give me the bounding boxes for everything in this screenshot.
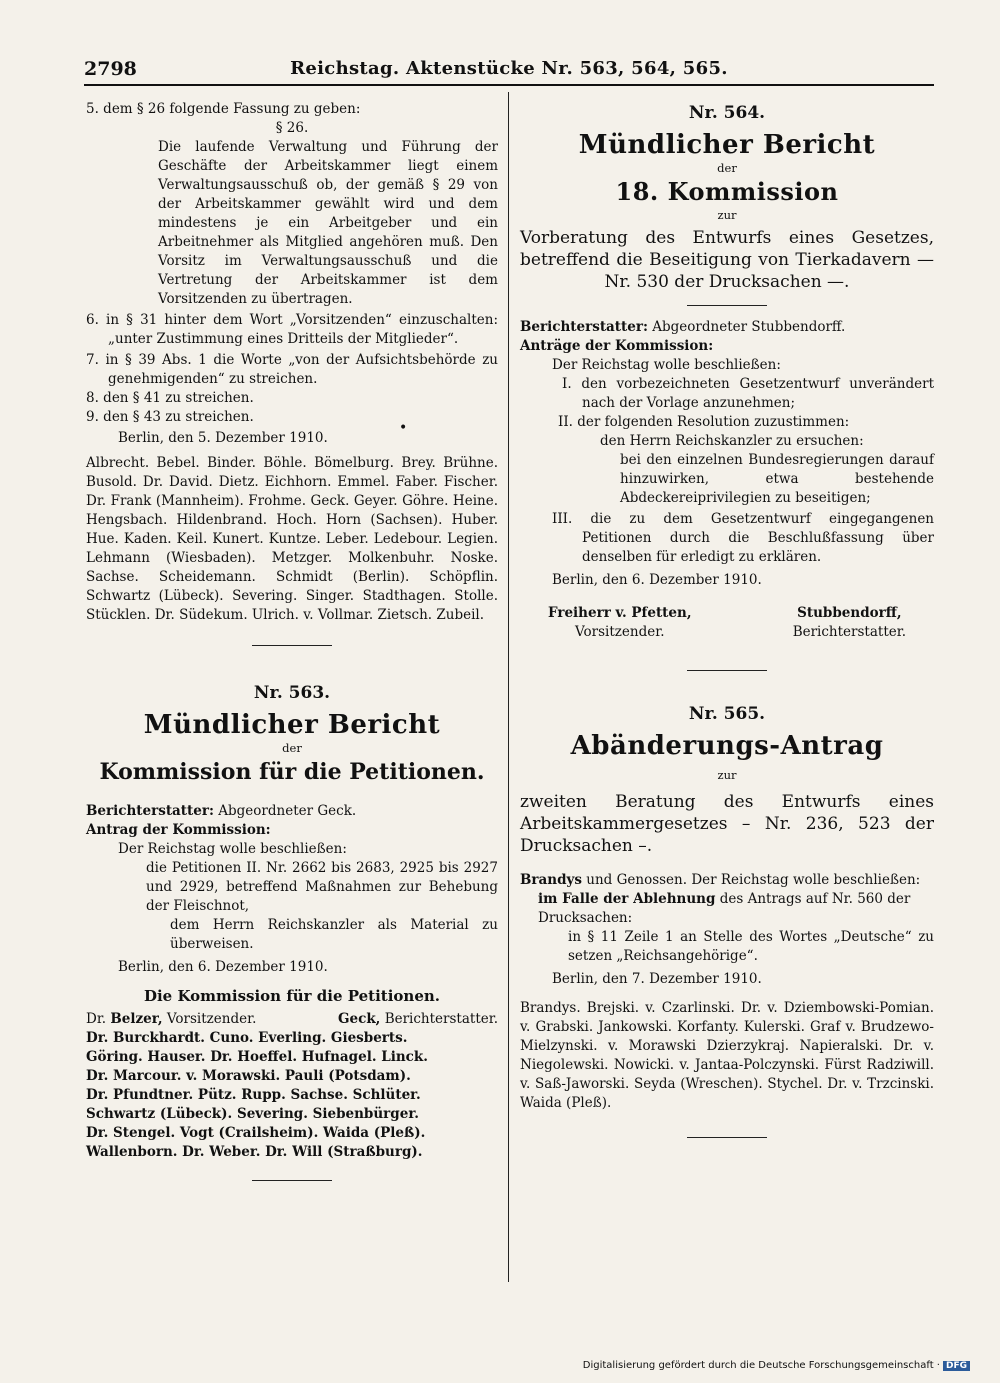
- commission-row-0: Dr. Belzer, Vorsitzender. Geck, Berichterstatter.: [86, 1011, 498, 1027]
- nr-565-case: im Falle der Ablehnung des Antrags auf Nr. 560 der Drucksachen:: [538, 891, 911, 926]
- digitization-footer: Digitalisierung gefördert durch die Deutsche Forschungsgemeinschaft · DFG: [583, 1360, 970, 1371]
- item-6: 6. in § 31 hinter dem Wort „Vorsitzenden“ einzuschalten: „unter Zustimmung eines Dritteils der Mitglieder“.: [86, 312, 498, 347]
- nr-564-der: der: [717, 161, 737, 175]
- nr-565-number: Nr. 565.: [688, 704, 766, 724]
- commission-row-6: Dr. Stengel. Vogt (Crailsheim). Waida (Pleß).: [86, 1125, 426, 1141]
- nr-563-antrag-label: Antrag der Kommission:: [86, 822, 271, 838]
- ink-dot: •: [399, 420, 408, 436]
- item-5: 5. dem § 26 folgende Fassung zu geben:: [86, 101, 361, 117]
- section-rule: [252, 645, 332, 646]
- nr-565-zur: zur: [717, 768, 737, 782]
- nr-564-number: Nr. 564.: [688, 103, 766, 123]
- date-563-prev: Berlin, den 5. Dezember 1910.: [118, 430, 328, 446]
- page-header: [84, 58, 934, 86]
- signatories-list: Albrecht. Bebel. Binder. Böhle. Bömelburg. Brey. Brühne. Busold. Dr. David. Dietz. Eichhorn. Emmel. Faber. Fischer. Dr. Frank (Mannheim). Frohme. Geck. Geyer. Göhre. Heine. Hengsbach. Hildenbrand. Hoch. Horn (Sachsen). Huber. Hue. Kaden. Keil. Kunert. Kuntze. Leber. Ledebour. Legien. Lehmann (Wiesbaden). Metzger. Molkenbuhr. Noske. Sachse. Scheidemann. Schmidt (Berlin). Schöpflin. Schwartz (Lübeck). Severing. Singer. Stadthagen. Stolle. Stücklen. Dr. Südekum. Ulrich. v. Vollmar. Zietsch. Zubeil.: [86, 455, 498, 623]
- signature-chair: Freiherr v. Pfetten, Vorsitzender.: [548, 605, 692, 640]
- commission-row-1: Dr. Burckhardt. Cuno. Everling. Giesberts.: [86, 1030, 408, 1046]
- page-number: 2798: [84, 58, 137, 80]
- signature-reporter: Stubbendorff, Berichterstatter.: [792, 605, 906, 640]
- commission-row-4: Dr. Pfundtner. Pütz. Rupp. Sachse. Schlüter.: [86, 1087, 421, 1103]
- nr-565-topic: zweiten Beratung des Entwurfs eines Arbeitskammergesetzes – Nr. 236, 523 der Drucksachen –.: [520, 792, 934, 856]
- commission-row-3: Dr. Marcour. v. Morawski. Pauli (Potsdam).: [86, 1068, 411, 1084]
- rule-564: [687, 305, 767, 306]
- commission-row-5: Schwartz (Lübeck). Severing. Siebenbürger.: [86, 1106, 419, 1122]
- nr-564-subtitle: 18. Kommission: [615, 177, 839, 206]
- nr-564-iii: III. die zu dem Gesetzentwurf eingegangenen Petitionen durch die Beschlußfassung über denselben für erledigt zu erklären.: [552, 511, 934, 565]
- nr-565-signatories: Brandys. Brejski. v. Czarlinski. Dr. v. Dziembowski-Pomian. v. Grabski. Jankowski. Korfanty. Kulerski. Graf v. Brudzewo-Mielzynski. v. Morawski Dzierzykraj. Napieralski. Dr. v. Niegolewski. Nowicki. v. Jantaa-Polczynski. Fürst Radziwill. v. Saß-Jaworski. Seyda (Wreschen). Stychel. Dr. v. Trzcinski. Waida (Pleß).: [520, 1000, 934, 1111]
- nr-563-date: Berlin, den 6. Dezember 1910.: [118, 959, 328, 975]
- commission-row-2: Göring. Hauser. Dr. Hoeffel. Hufnagel. Linck.: [86, 1049, 428, 1065]
- nr-564-signatures: [520, 604, 934, 642]
- nr-563-reporter: [86, 802, 498, 821]
- nr-564-ii-b: bei den einzelnen Bundesregierungen darauf hinzuwirken, etwa bestehende Abdeckereiprivilegien zu beseitigen;: [620, 452, 934, 506]
- section-26: § 26.: [275, 120, 309, 136]
- nr-564-i: I. den vorbezeichneten Gesetzentwurf unverändert nach der Vorlage anzunehmen;: [562, 376, 934, 411]
- nr-564-ii: II. der folgenden Resolution zuzustimmen:: [558, 414, 850, 430]
- commission-heading: Die Kommission für die Petitionen.: [143, 987, 441, 1005]
- nr-565-date: Berlin, den 7. Dezember 1910.: [552, 971, 762, 987]
- left-column: [86, 100, 498, 1193]
- nr-564-ii-a: den Herrn Reichskanzler zu ersuchen:: [600, 433, 864, 449]
- nr-564-title: Mündlicher Bericht: [578, 130, 876, 160]
- end-rule-right: [687, 1137, 767, 1138]
- nr-564-beschliessen: Der Reichstag wolle beschließen:: [552, 357, 781, 373]
- nr-565-change: in § 11 Zeile 1 an Stelle des Wortes „Deutsche“ zu setzen „Reichsangehörige“.: [568, 929, 934, 964]
- nr-564-zur: zur: [717, 208, 737, 222]
- rule-before-565: [687, 670, 767, 671]
- nr-564-topic: Vorberatung des Entwurfs eines Gesetzes, betreffend die Beseitigung von Tierkadavern — Nr. 530 der Drucksachen —.: [520, 228, 934, 292]
- item-8: 8. den § 41 zu streichen.: [86, 390, 254, 406]
- reporter-name: Abgeordneter Geck.: [218, 803, 357, 819]
- running-head: Reichstag. Aktenstücke Nr. 563, 564, 565.: [290, 58, 728, 79]
- nr-563-body2: dem Herrn Reichskanzler als Material zu überweisen.: [170, 917, 498, 952]
- item-7: 7. in § 39 Abs. 1 die Worte „von der Aufsichtsbehörde zu genehmigenden“ zu streichen.: [86, 352, 498, 387]
- nr-563-beschliessen: Der Reichstag wolle beschließen:: [118, 841, 347, 857]
- reporter-label: Berichterstatter:: [86, 803, 214, 819]
- nr-563-title: Mündlicher Bericht: [143, 710, 441, 740]
- nr-564-antraege-label: Anträge der Kommission:: [520, 338, 714, 354]
- nr-563-der: der: [282, 741, 302, 755]
- nr-565-intro: Brandys und Genossen. Der Reichstag wolle beschließen:: [520, 872, 921, 888]
- nr-564-reporter: Berichterstatter: Abgeordneter Stubbendorff.: [520, 319, 846, 335]
- nr-565-title: Abänderungs-Antrag: [570, 731, 884, 761]
- column-divider: [508, 92, 509, 1282]
- nr-563-number: Nr. 563.: [253, 683, 331, 703]
- right-column: [520, 100, 934, 1150]
- nr-563-body: die Petitionen II. Nr. 2662 bis 2683, 2925 bis 2927 und 2929, betreffend Maßnahmen zur Behebung der Fleischnot,: [146, 860, 498, 914]
- nr-563-subtitle: Kommission für die Petitionen.: [99, 759, 485, 785]
- section-26-text: Die laufende Verwaltung und Führung der Geschäfte der Arbeitskammer liegt einem Verwaltungsausschuß ob, der gemäß § 29 von der Arbeitskammer gewählt wird und dem mindestens je ein Arbeitgeber und ein Arbeitnehmer als Mitglied angehören muß. Den Vorsitz im Verwaltungsausschuß und die Vertretung der Arbeitskammer ist dem Vorsitzenden zu übertragen.: [158, 139, 498, 307]
- item-9: 9. den § 43 zu streichen.: [86, 409, 254, 425]
- end-rule-left: [252, 1180, 332, 1181]
- dfg-logo: DFG: [943, 1361, 970, 1371]
- commission-row-7: Wallenborn. Dr. Weber. Dr. Will (Straßburg).: [86, 1144, 423, 1160]
- nr-564-date: Berlin, den 6. Dezember 1910.: [552, 572, 762, 588]
